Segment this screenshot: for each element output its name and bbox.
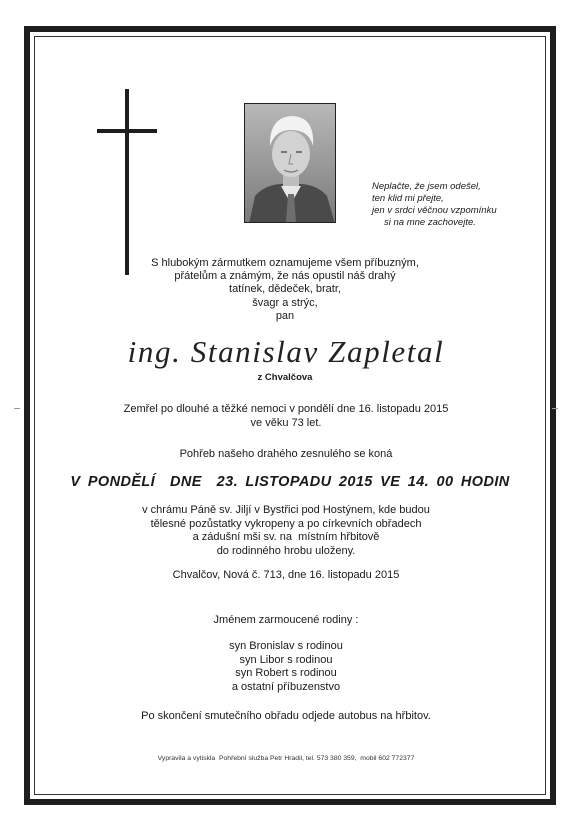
intro-line: pan — [275, 309, 295, 322]
verse-line: Neplačte, že jsem odešel, — [372, 181, 481, 192]
verse-line: si na mne zachovejte. — [384, 217, 476, 228]
death-notice — [60, 403, 512, 430]
footer-text: Vypravila a vytiskla Pohřební služba Petr Hradil, tel. 573 380 359, mobil 602 772377 — [157, 755, 415, 762]
intro-line: přátelům a známým, že nás opustil náš drahý — [174, 270, 396, 283]
intro-line: S hlubokým zármutkem oznamujeme všem příbuzným, — [151, 257, 419, 269]
family-member: a ostatní příbuzenstvo — [231, 680, 341, 693]
family-intro: Jménem zarmoucené rodiny : — [213, 614, 359, 626]
family-member: syn Libor s rodinou — [239, 653, 333, 666]
death-line: Zemřel po dlouhé a těžké nemoci v pondělí dne 16. listopadu 2015 — [123, 403, 449, 415]
verse-line: jen v srdci věčnou vzpomínku — [372, 205, 497, 216]
memorial-verse — [372, 181, 522, 229]
portrait-photo — [244, 103, 336, 223]
deceased-name: ing. Stanislav Zapletal — [127, 334, 445, 369]
funeral-date-text: V PONDĚLÍ DNE 23. LISTOPADU 2015 VE 14. 00 HODIN — [70, 474, 510, 490]
ceremony-line: do rodinného hrobu uloženy. — [216, 544, 356, 557]
intro-line: švagr a strýc, — [252, 296, 318, 309]
ceremony-line: v chrámu Páně sv. Jiljí v Bystřici pod Hostýnem, kde budou — [142, 504, 430, 516]
verse-line: ten klid mi přejte, — [372, 193, 444, 204]
place-and-date: Chvalčov, Nová č. 713, dne 16. listopadu 2015 — [172, 569, 400, 581]
funeral-date-time — [40, 474, 540, 490]
punch-mark-right — [552, 408, 558, 409]
deceased-origin: z Chvalčova — [257, 372, 313, 383]
funeral-service-footer — [40, 755, 532, 762]
ceremony-line: a zádušní mši sv. na místním hřbitově — [192, 531, 380, 543]
ceremony-details — [60, 504, 512, 558]
intro-line: tatínek, dědeček, bratr, — [229, 283, 341, 296]
death-line: ve věku 73 let. — [250, 416, 322, 429]
ceremony-line: tělesné pozůstatky vykropeny a po církevních obřadech — [150, 517, 422, 530]
family-member: syn Bronislav s rodinou — [229, 640, 343, 652]
announcement-intro — [120, 257, 450, 323]
bus-note: Po skončení smutečního obřadu odjede autobus na hřbitov. — [141, 710, 431, 722]
family-member: syn Robert s rodinou — [235, 667, 337, 679]
punch-mark-left — [14, 408, 20, 409]
family-list — [60, 640, 512, 694]
funeral-intro: Pohřeb našeho drahého zesnulého se koná — [179, 448, 393, 460]
